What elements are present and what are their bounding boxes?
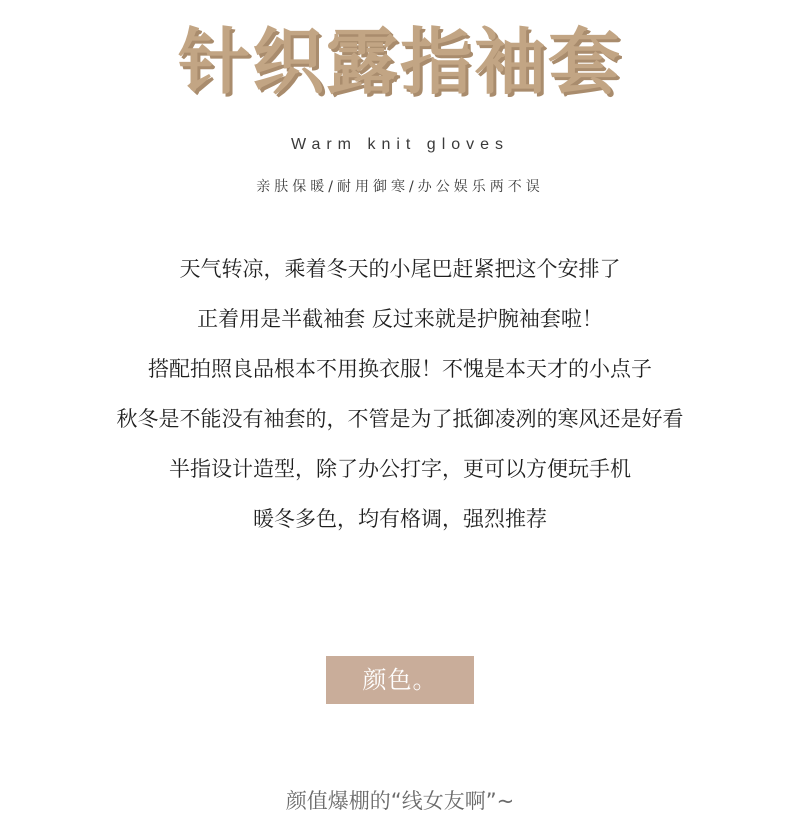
description-line: 半指设计造型，除了办公打字，更可以方便玩手机 <box>169 457 631 481</box>
english-subtitle: Warm knit gloves <box>290 136 510 153</box>
description-line: 暖冬多色，均有格调，强烈推荐 <box>253 507 547 531</box>
description-line: 秋冬是不能没有袖套的，不管是为了抵御凌冽的寒风还是好看 <box>116 407 684 431</box>
feature-tagline: 亲肤保暖/耐用御寒/办公娱乐两不误 <box>256 179 544 195</box>
description-block <box>0 244 800 544</box>
page-title: 针织露指袖套 <box>177 20 622 104</box>
description-line: 天气转凉，乘着冬天的小尾巴赶紧把这个安排了 <box>179 257 621 281</box>
description-line: 正着用是半截袖套 反过来就是护腕袖套啦！ <box>197 307 603 331</box>
color-section-label: 颜色。 <box>326 656 474 704</box>
footer-caption: 颜值爆棚的“线女友啊”~ <box>285 789 515 813</box>
description-line: 搭配拍照良品根本不用换衣服！不愧是本天才的小点子 <box>148 357 652 381</box>
